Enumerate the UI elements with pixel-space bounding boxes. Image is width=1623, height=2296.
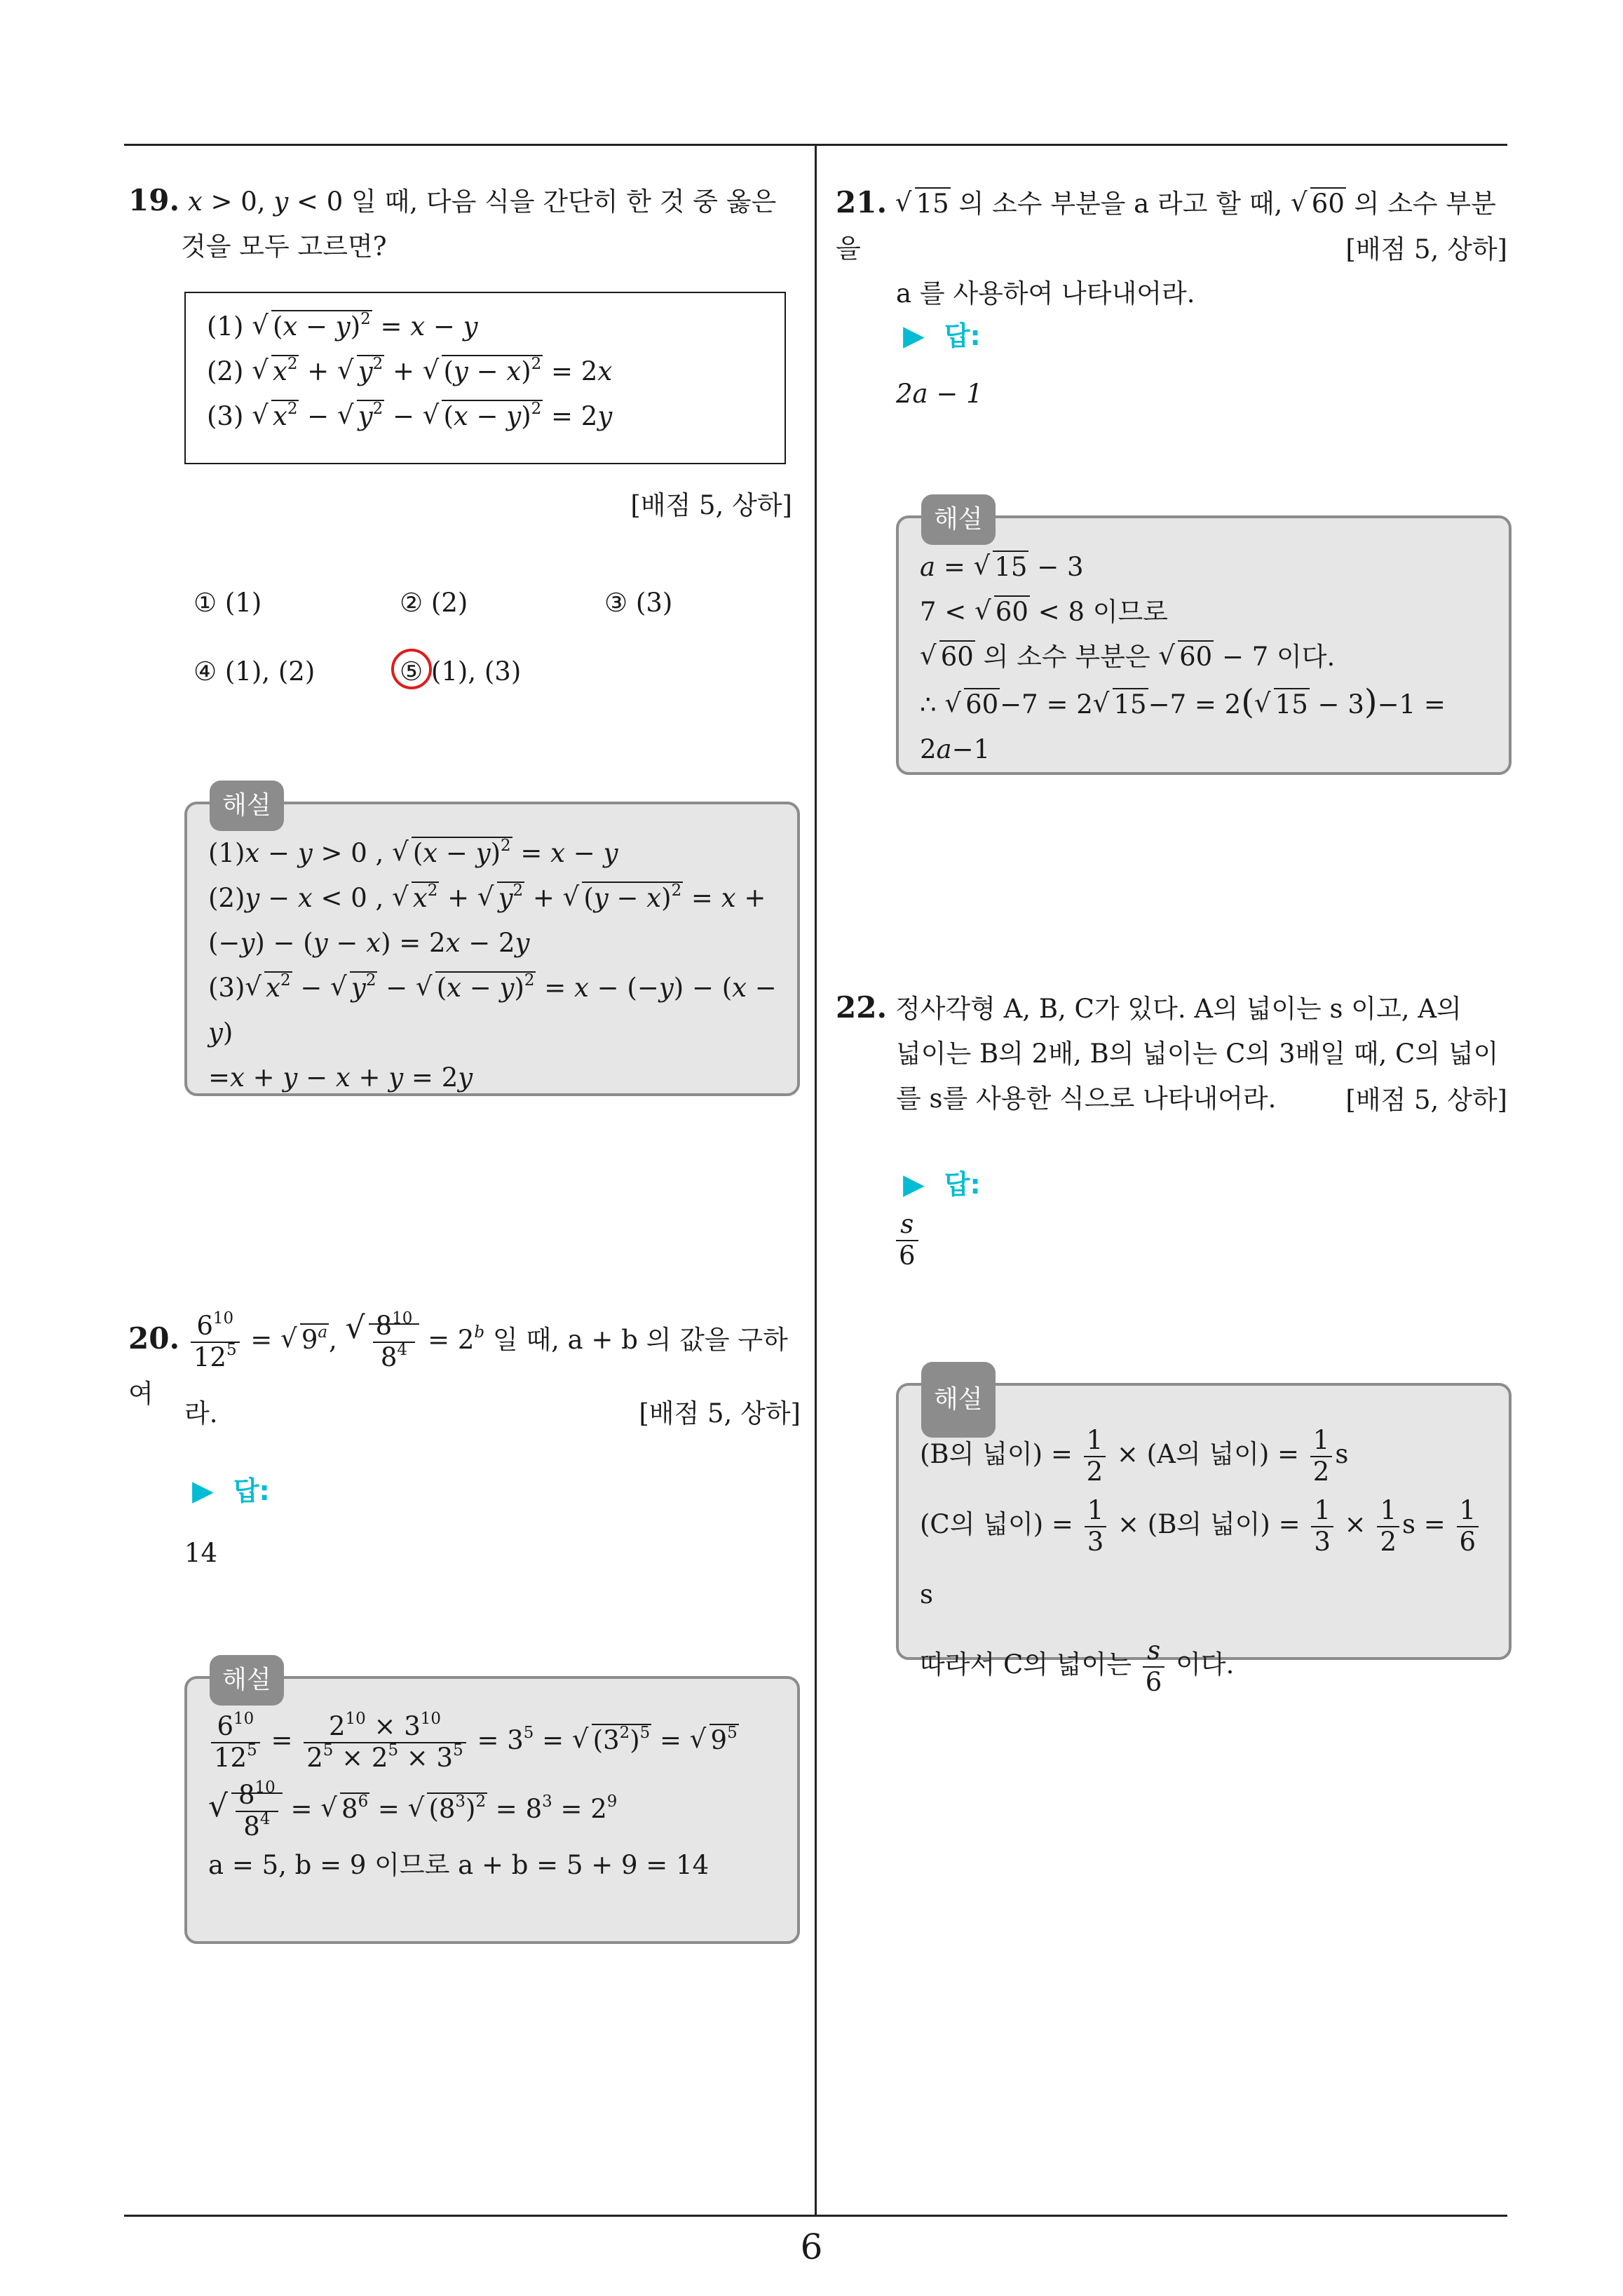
score-label: [배점 5, 상하] [1345,1085,1507,1115]
question-stem-line3: 를 s를 사용한 식으로 나타내어라. [896,1083,1277,1114]
solution-line: √ $\frac{8^{10}}{8^4}$ = √ $8^6$ = √ $(8^3)^2 = 8^3 = 2^9$ [208,1774,777,1843]
solution-line: =x + y − x + y = 2y [208,1062,473,1093]
solution-line: (B의 넓이) = $\frac{1}{2}$ × (A의 넓이) = $\frac{1}{2}$ s [920,1424,1349,1487]
question-stem-line2: 넓이는 B의 2배, B의 넓이는 C의 3배일 때, C의 넓이 [896,1039,1499,1069]
solution-line: (3)√ $x^2$ − √ $y^2$ − √ $(x - y)^2 = x - (-y) - (x - y)$ [208,966,777,1055]
solution-line: (2)y − x < 0 , √ $x^2$ + √ $y^2$ + √ $(y - x)^2 = x$ + [208,876,777,921]
answer-value: 2a − 1 [896,379,983,409]
solution-line: 따라서 C의 넓이는 $\frac{s}{6}$ 이다. [920,1635,1235,1697]
choice-1[interactable]: ① (1) [193,588,262,618]
choice-5[interactable]: ⑤ (1), (3) [400,656,522,687]
choice-2[interactable]: ② (2) [400,588,468,618]
answer-header: ▶ 답: [903,320,981,352]
score-label: [배점 5, 상하] [1345,234,1507,264]
score-label: [배점 5, 상하] [630,490,792,520]
answer-header: ▶ 답: [903,1168,981,1201]
question-stem-line2: 라. [184,1398,218,1429]
question-stem: 일 때, 다음 식을 간단히 한 것 중 옳은 [343,187,777,217]
solution-line: √ 60 의 소수 부분은 √ 60 − 7 이다. [920,635,1489,680]
solution-tag: 해설 [210,781,284,831]
question-20: 20. $\frac{6^{10}}{12^5}$ = √ 9$^a$, √ $\frac{8^{10}}{8^4}$ = $2^b$ 일 때, a + b 의 값을 구하여 [128,1311,801,1410]
question-stem: 정사각형 A, B, C가 있다. A의 넓이는 s 이고, A의 [895,994,1462,1024]
page-number: 6 [800,2227,823,2267]
question-stem: 일 때, a + b 의 값을 구하여 [128,1325,788,1410]
solution-box-21 [896,505,1512,775]
question-21: 21. √ 15 의 소수 부분을 a 라고 할 때, √ 60 의 소수 부분을 a 를 사용하여 나타내어라. [836,180,1513,316]
choice-4[interactable]: ④ (1), (2) [193,656,315,687]
answer-value: $\frac{s}{6}$ [896,1210,918,1271]
condition-2: (2) √ $x^2$ + √ $y^2$ + √ $(y - x)^2 = 2x$ [207,349,763,394]
play-arrow-icon: ▶ [903,1168,925,1201]
solution-line: ∴ √ 60−7 = 2√ 15−7 = 2(√ 15 − 3)−1 = 2a−1 [920,680,1489,772]
question-number: 20. [128,1321,180,1356]
solution-line: a = 5, b = 9 이므로 a + b = 5 + 9 = 14 [208,1850,709,1880]
solution-line: a = √ 15 − 3 [920,545,1489,590]
question-number: 19. [128,183,180,217]
solution-box-19 [184,791,800,1096]
condition-box [184,292,786,464]
column-divider [815,144,817,2217]
condition-1: (1) √ $(x - y)^2 = x - y$ [207,304,763,349]
solution-line: 7 < √ 60 < 8 이므로 [920,590,1489,635]
selected-answer-circle [391,649,432,689]
answer-header: ▶ 답: [192,1475,270,1507]
choice-3[interactable]: ③ (3) [604,588,673,618]
solution-box-22 [896,1383,1512,1697]
question-stem-line2: 것을 모두 고르면? [181,231,387,262]
solution-line: $\frac{6^{10}}{12^5}$ = $\frac{2^{10} \times 3^{10}}{2^5 \times 2^5 \times 3^5}$ = $3^5$ = √ $(3^2)^5$ = √ $9^5$ [208,1707,777,1774]
solution-tag: 해설 [210,1655,284,1706]
solution-tag: 해설 [921,494,996,545]
solution-line: (−y) − (y − x) = 2x − 2y [208,928,530,958]
solution-line: (1)x − y > 0 , √ $(x - y)^2 = x - y$ [208,831,777,876]
question-stem: 의 소수 부분을 a 라고 할 때, [950,189,1291,219]
question-stem-line2: a 를 사용하여 나타내어라. [896,278,1195,309]
condition-3: (3) √ $x^2$ − √ $y^2$ − √ $(x - y)^2 = 2y$ [207,394,763,439]
answer-value: 14 [184,1538,218,1568]
solution-line: (C의 넓이) = $\frac{1}{3}$ × (B의 넓이) = $\frac{1}{3}$ × $\frac{1}{2}$ s = $\frac{1}{6}$ s [920,1490,1489,1630]
score-label: [배점 5, 상하] [639,1398,801,1429]
question-number: 21. [836,185,888,220]
play-arrow-icon: ▶ [903,320,925,352]
question-19: 19. x > 0, y < 0 일 때, 다음 식을 간단히 한 것 중 옳은 것을 모두 고르면? [128,183,777,262]
bottom-rule [124,2215,1507,2217]
solution-tag: 해설 [921,1362,996,1438]
question-number: 22. [836,990,888,1025]
solution-box-20 [184,1666,800,1944]
play-arrow-icon: ▶ [192,1475,214,1507]
